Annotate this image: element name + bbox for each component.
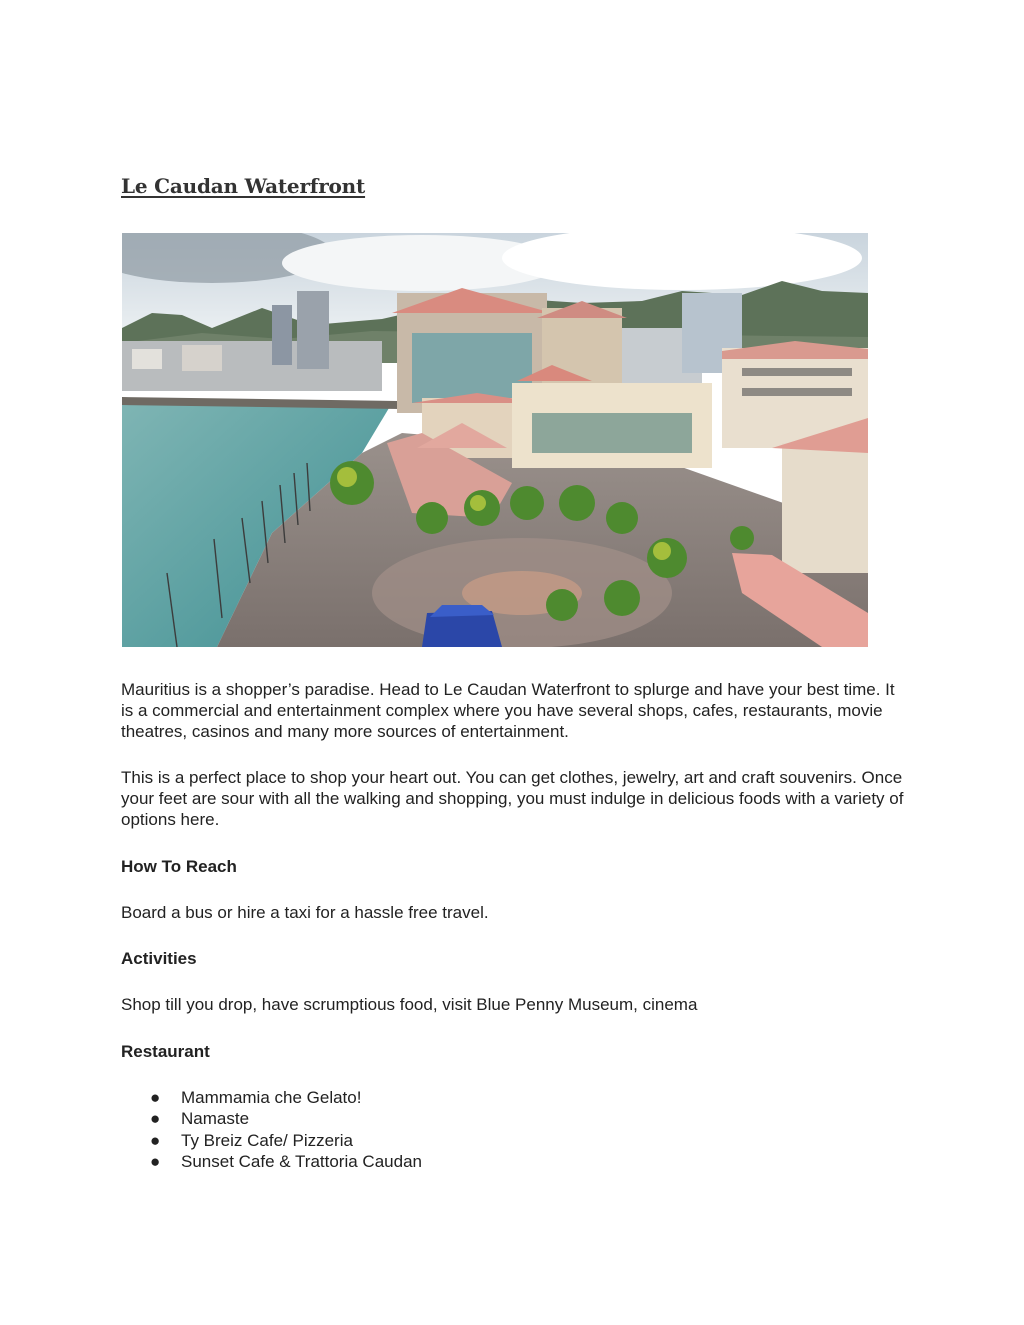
list-item [150, 1130, 422, 1151]
how-to-reach-heading: How To Reach [121, 857, 237, 876]
restaurant-name: Mammamia che Gelato! [181, 1088, 362, 1107]
restaurant-list [150, 1087, 422, 1172]
list-item [150, 1087, 422, 1108]
activities-heading: Activities [121, 949, 197, 968]
bullet-icon: ● [150, 1088, 161, 1107]
bullet-icon: ● [150, 1151, 161, 1171]
restaurant-heading: Restaurant [121, 1042, 210, 1061]
shopping-paragraph: This is a perfect place to shop your heart out. You can get clothes, jewelry, art and craft souvenirs. Once your feet are sour with all the walking and shopping, you must indulge in delicious foods with a variety of options here. [121, 768, 904, 829]
bullet-icon: ● [150, 1109, 161, 1129]
list-item [150, 1108, 422, 1129]
restaurant-name: Sunset Cafe & Trattoria Caudan [181, 1151, 422, 1171]
list-item [150, 1151, 422, 1172]
waterfront-photo [122, 233, 868, 647]
how-to-reach-text: Board a bus or hire a taxi for a hassle free travel. [121, 903, 489, 922]
bullet-icon: ● [150, 1130, 161, 1150]
page-title: Le Caudan Waterfront [121, 174, 366, 198]
intro-paragraph: Mauritius is a shopper’s paradise. Head to Le Caudan Waterfront to splurge and have your best time. It is a commercial and entertainment complex where you have several shops, cafes, restaurants, movie theatres, casinos and many more sources of entertainment. [121, 680, 895, 741]
restaurant-name: Namaste [181, 1109, 250, 1129]
activities-text: Shop till you drop, have scrumptious food, visit Blue Penny Museum, cinema [121, 995, 698, 1014]
restaurant-name: Ty Breiz Cafe/ Pizzeria [181, 1130, 353, 1150]
